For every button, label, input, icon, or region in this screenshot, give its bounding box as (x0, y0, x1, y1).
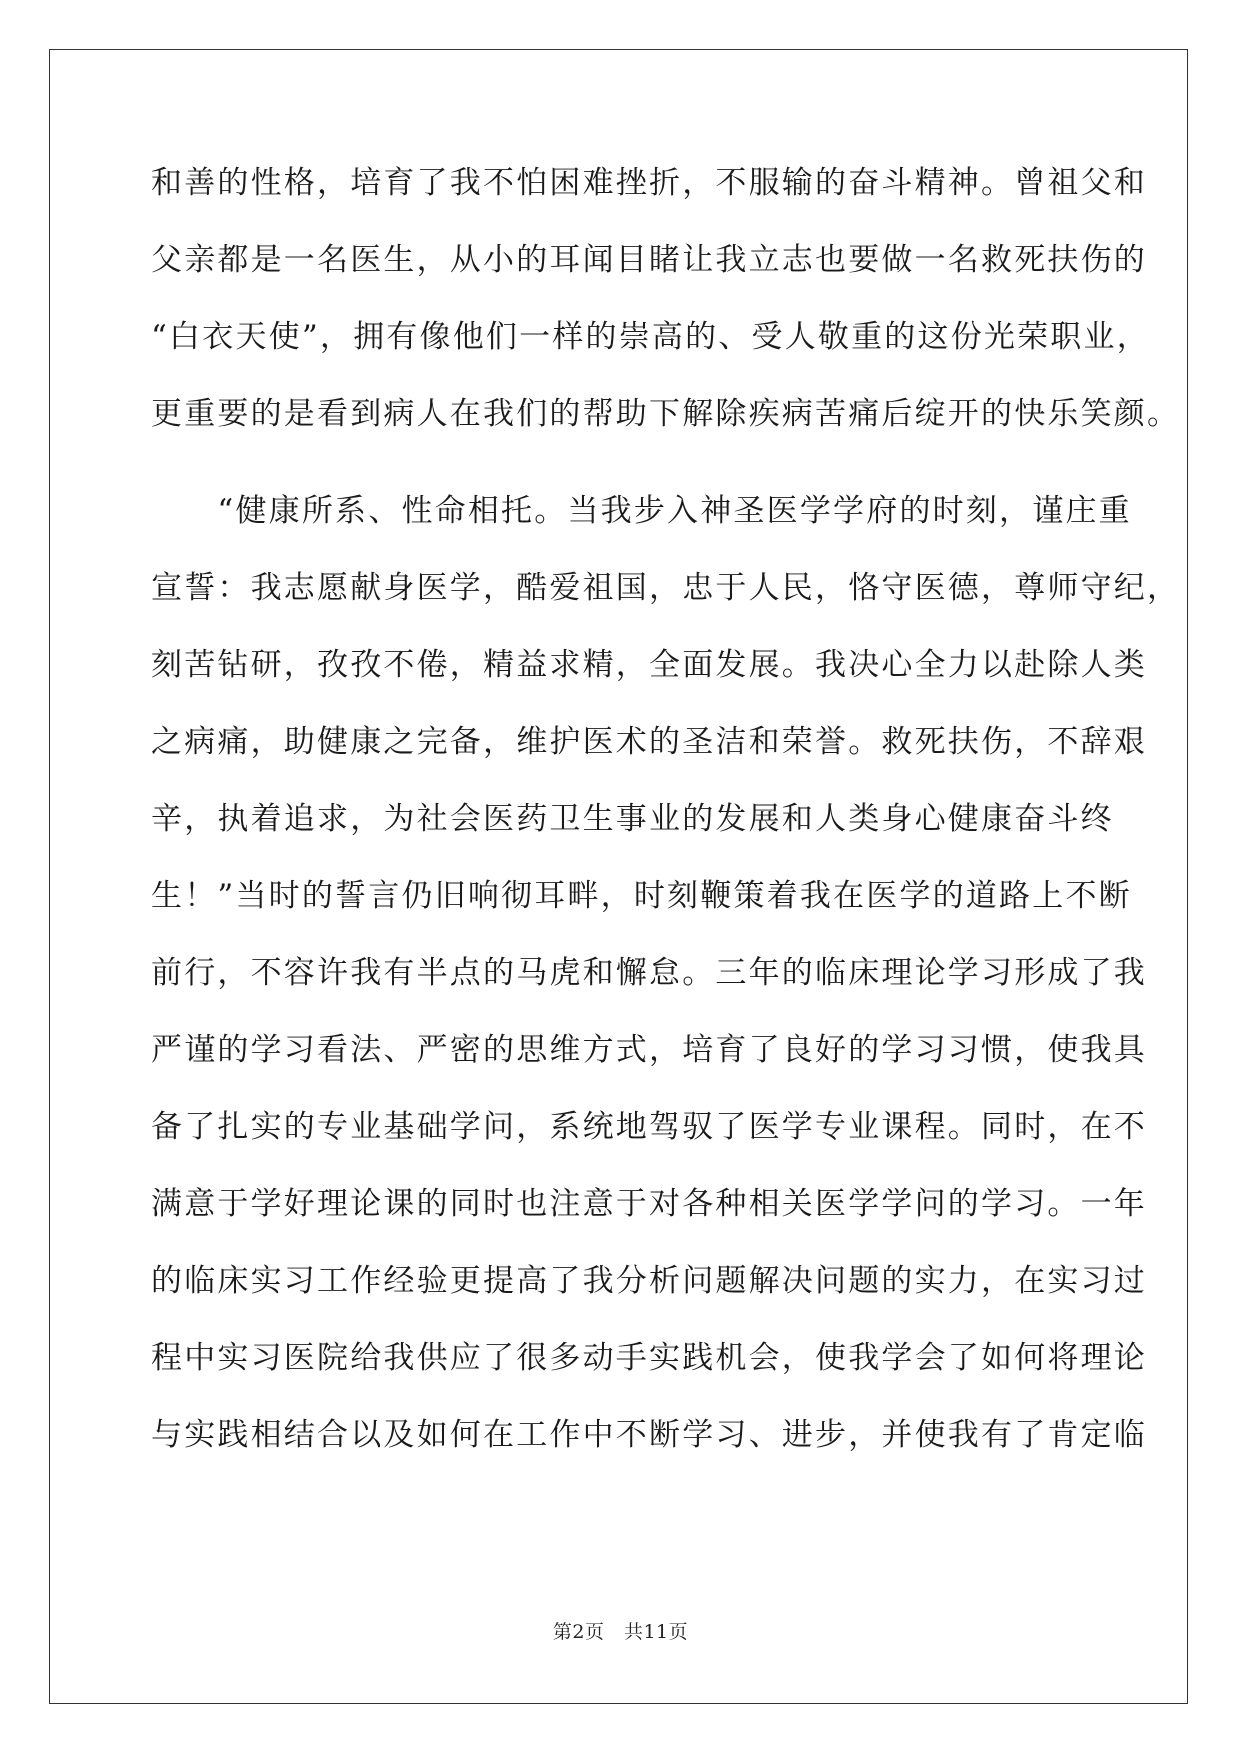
text-line: 宣誓：我志愿献身医学，酷爱祖国，忠于人民，恪守医德，尊师守纪， (151, 570, 1181, 606)
text-line: 和善的性格，培育了我不怕困难挫折，不服输的奋斗精神。曾祖父和 (151, 165, 1147, 201)
text-line: 满意于学好理论课的同时也注意于对各种相关医学学问的学习。一年 (151, 1186, 1147, 1222)
text-line: 严谨的学习看法、严密的思维方式，培育了良好的学习习惯，使我具 (151, 1032, 1147, 1068)
text-line: 更重要的是看到病人在我们的帮助下解除疾病苦痛后绽开的快乐笑颜。 (151, 396, 1181, 432)
text-line: 之病痛，助健康之完备，维护医术的圣洁和荣誉。救死扶伤，不辞艰 (151, 724, 1147, 760)
text-line: 父亲都是一名医生，从小的耳闻目睹让我立志也要做一名救死扶伤的 (151, 242, 1147, 278)
text-line: “健康所系、性命相托。当我步入神圣医学学府的时刻，谨庄重 (151, 493, 1132, 529)
text-line: 前行，不容许我有半点的马虎和懈怠。三年的临床理论学习形成了我 (151, 955, 1147, 991)
page-number: 第2页 共11页 (552, 1621, 689, 1643)
text-line: 刻苦钻研，孜孜不倦，精益求精，全面发展。我决心全力以赴除人类 (151, 647, 1147, 683)
text-line: 程中实习医院给我供应了很多动手实践机会，使我学会了如何将理论 (151, 1340, 1147, 1376)
text-line: 辛，执着追求，为社会医药卫生事业的发展和人类身心健康奋斗终 (151, 801, 1114, 837)
text-line: 备了扎实的专业基础学问，系统地驾驭了医学专业课程。同时，在不 (151, 1109, 1147, 1145)
text-line: “白衣天使”，拥有像他们一样的崇高的、受人敬重的这份光荣职业， (151, 319, 1150, 355)
text-line: 生！”当时的誓言仍旧响彻耳畔，时刻鞭策着我在医学的道路上不断 (151, 878, 1132, 914)
text-line: 与实践相结合以及如何在工作中不断学习、进步，并使我有了肯定临 (151, 1417, 1147, 1453)
text-line: 的临床实习工作经验更提高了我分析问题解决问题的实力，在实习过 (151, 1263, 1147, 1299)
